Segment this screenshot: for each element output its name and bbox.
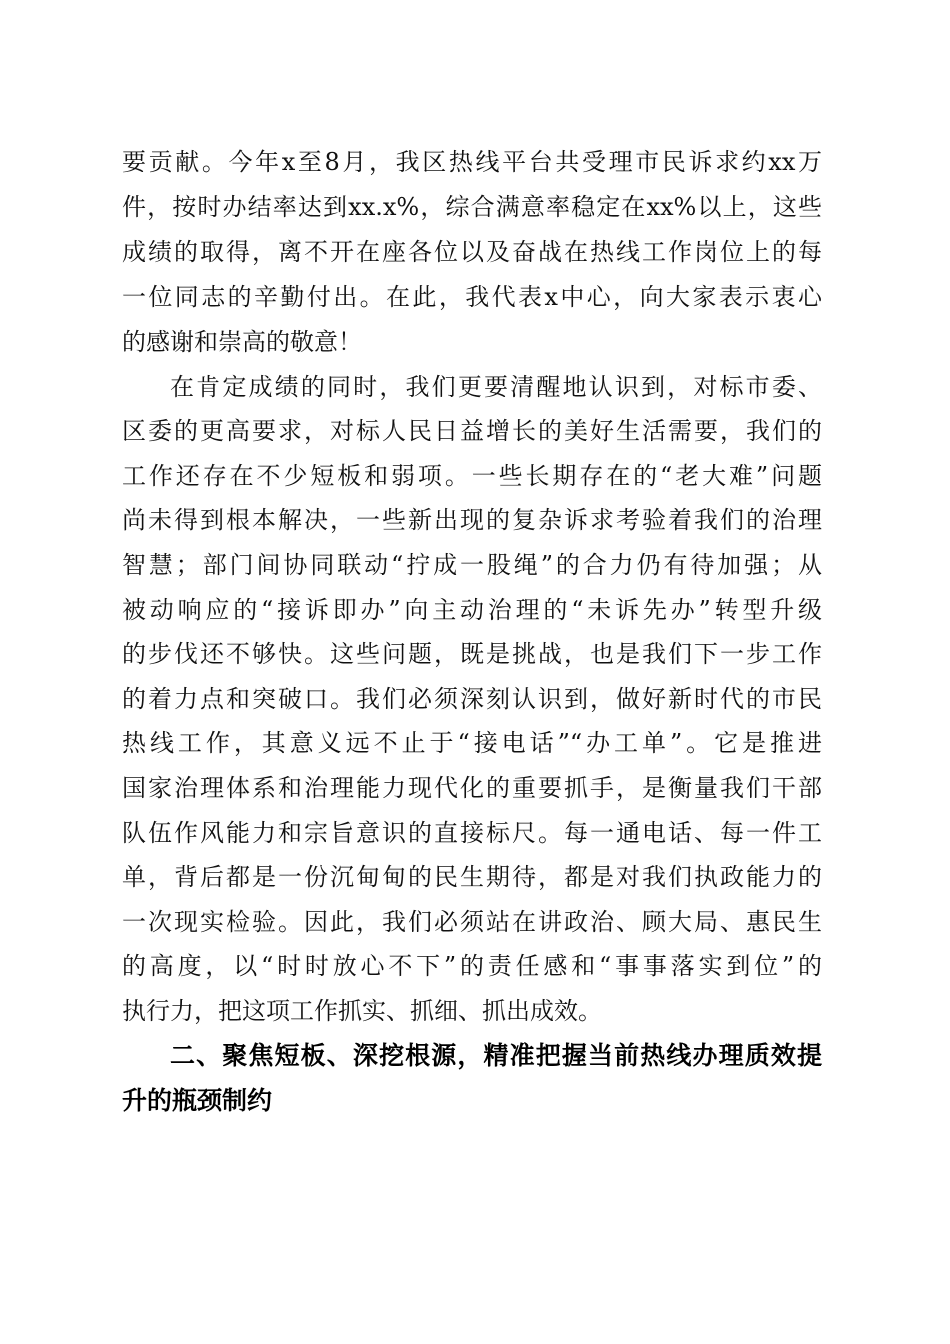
- paragraph-2-line-8: 的着力点和突破口。我们必须深刻认识到，做好新时代的市民: [122, 685, 822, 713]
- section-heading-line-1: 二、聚焦短板、深挖根源，精准把握当前热线办理质效提: [170, 1041, 822, 1070]
- paragraph-2-line-15: 执行力，把这项工作抓实、抓细、抓出成效。: [122, 997, 602, 1025]
- paragraph-1-line-5: 的感谢和崇高的敬意！: [122, 328, 362, 356]
- paragraph-2-line-9: 热线工作，其意义远不止于“接电话”“办工单”。它是推进: [122, 729, 822, 757]
- paragraph-2-line-2: 区委的更高要求，对标人民日益增长的美好生活需要，我们的: [122, 417, 822, 445]
- paragraph-2-line-13: 一次现实检验。因此，我们必须站在讲政治、顾大局、惠民生: [122, 908, 822, 936]
- paragraph-1-line-3: 成绩的取得，离不开在座各位以及奋战在热线工作岗位上的每: [122, 238, 822, 266]
- paragraph-2-line-6: 被动响应的“接诉即办”向主动治理的“未诉先办”转型升级: [122, 596, 822, 624]
- paragraph-2-line-1: 在肯定成绩的同时，我们更要清醒地认识到，对标市委、: [170, 373, 822, 401]
- paragraph-2-line-10: 国家治理体系和治理能力现代化的重要抓手，是衡量我们干部: [122, 774, 822, 802]
- paragraph-2-line-4: 尚未得到根本解决，一些新出现的复杂诉求考验着我们的治理: [122, 506, 822, 534]
- paragraph-2-line-14: 的高度，以“时时放心不下”的责任感和“事事落实到位”的: [122, 952, 822, 980]
- section-heading-line-2: 升的瓶颈制约: [122, 1086, 273, 1115]
- paragraph-1-line-1: 要贡献。今年x至8月，我区热线平台共受理市民诉求约xx万: [122, 148, 822, 176]
- paragraph-1-line-4: 一位同志的辛勤付出。在此，我代表x中心，向大家表示衷心: [122, 283, 822, 311]
- paragraph-2-line-3: 工作还存在不少短板和弱项。一些长期存在的“老大难”问题: [122, 462, 822, 490]
- paragraph-2-line-12: 单，背后都是一份沉甸甸的民生期待，都是对我们执政能力的: [122, 863, 822, 891]
- paragraph-2-line-5: 智慧；部门间协同联动“拧成一股绳”的合力仍有待加强；从: [122, 551, 822, 579]
- paragraph-2-line-7: 的步伐还不够快。这些问题，既是挑战，也是我们下一步工作: [122, 640, 822, 668]
- paragraph-2-line-11: 队伍作风能力和宗旨意识的直接标尺。每一通电话、每一件工: [122, 819, 822, 847]
- paragraph-1-line-2: 件，按时办结率达到xx.x%，综合满意率稳定在xx%以上，这些: [122, 193, 822, 221]
